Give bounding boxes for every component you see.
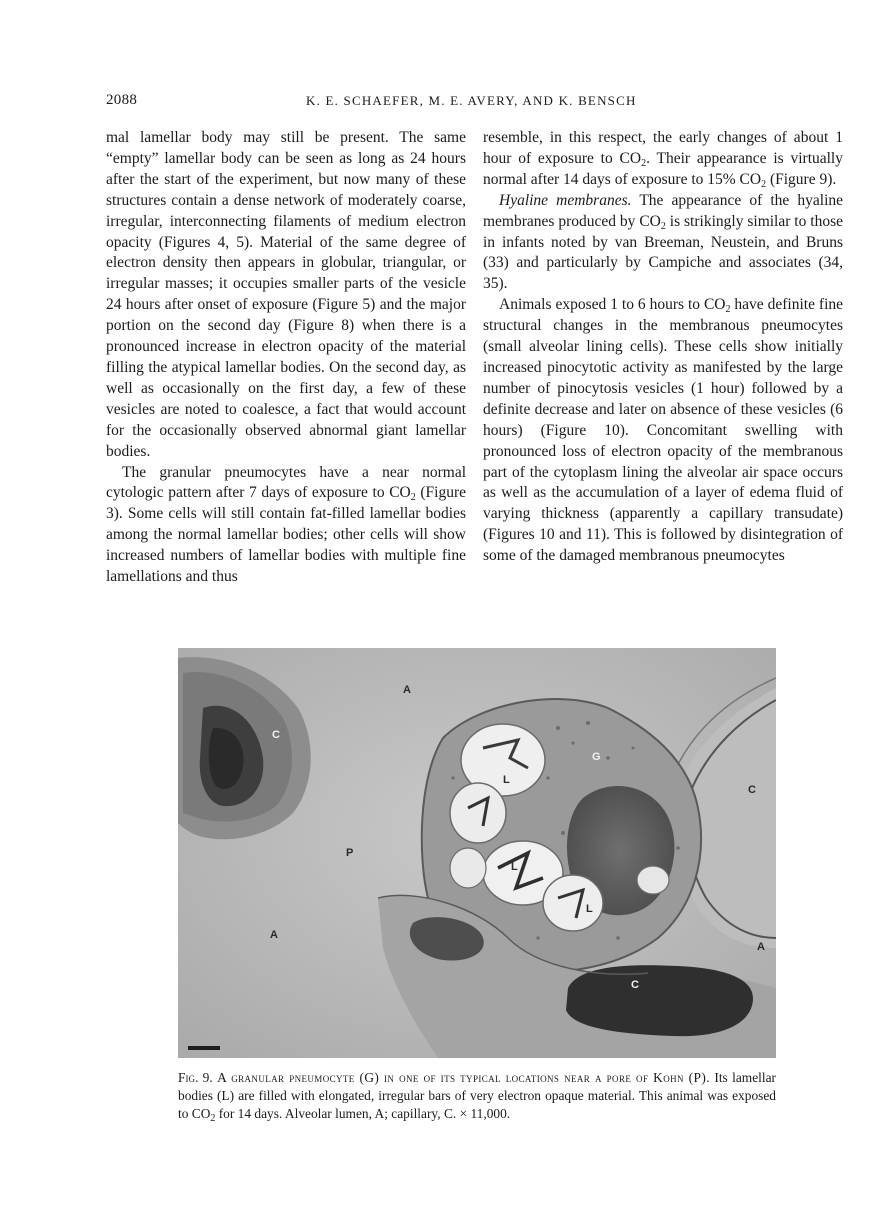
label-lamellar-body-3: L: [586, 903, 593, 915]
running-head-authors: K. E. SCHAEFER, M. E. AVERY, AND K. BENSCH: [306, 93, 637, 108]
label-pore-of-kohn: P: [346, 847, 354, 859]
right-paragraph-1: resemble, in this respect, the early changes of about 1 hour of exposure to $CO_2$. Their appearance is virtually normal after 14 days of exposure to 15% $CO_2$ (Figure 9).: [483, 129, 843, 190]
label-alveolar-lumen-right: A: [757, 941, 765, 953]
label-granular-pneumocyte: G: [592, 751, 601, 763]
caption-title: A granular pneumocyte (G) in one of its typical locations near a pore of Kohn (P).: [217, 1070, 710, 1085]
label-lamellar-body-2: L: [511, 861, 518, 873]
electron-micrograph-figure: [178, 648, 776, 1058]
label-capillary-right: C: [748, 784, 756, 796]
running-header: [106, 92, 774, 114]
label-alveolar-lumen-left: A: [270, 929, 278, 941]
caption-figure-number: Fig. 9.: [178, 1070, 213, 1085]
figure-caption: Fig. 9. A granular pneumocyte (G) in one of its typical locations near a pore of Kohn (P). Its lamellar bodies (L) are filled with elongated, irregular bars of very electron opaque material. This animal was exposed to $CO_2$ for 14 days. Alveolar lumen, A; capillary, C. × 11,000.: [178, 1070, 776, 1124]
label-lamellar-body-1: L: [503, 774, 510, 786]
right-paragraph-hyaline-membranes: Hyaline membranes. The appearance of the hyaline membranes produced by $CO_2$ is strikingly similar to those in infants noted by van Breeman, Neustein, and Bruns (33) and particularly by Campiche and associates (34, 35).: [483, 191, 844, 293]
left-text-column: [106, 128, 466, 588]
label-capillary-top-left: C: [272, 729, 280, 741]
section-heading-hyaline-membranes: Hyaline membranes.: [499, 191, 632, 209]
right-paragraph-3: Animals exposed 1 to 6 hours to $CO_2$ have definite fine structural changes in the membranous pneumocytes (small alveolar lining cells). These cells show initially increased pinocytotic activity as manifested by the large number of pinocytosis vesicles (1 hour) followed by a definite decrease and later on absence of these vesicles (6 hours) (Figure 10). Concomitant swelling with pronounced loss of electron opacity of the membranous part of the cytoplasm lining the alveolar air space occurs as well as the accumulation of a layer of edema fluid of varying thickness (apparently a capillary transudate) (Figures 10 and 11). This is followed by disintegration of some of the damaged membranous pneumocytes: [483, 296, 843, 565]
left-paragraph-2: The granular pneumocytes have a near normal cytologic pattern after 7 days of exposure to $CO_2$ (Figure 3). Some cells will still contain fat-filled lamellar bodies among the normal lamellar bodies; other cells will show increased numbers of lamellar bodies with multiple fine lamellations and thus: [106, 463, 466, 586]
label-alveolar-lumen-top: A: [403, 684, 411, 696]
page-number: 2088: [106, 92, 138, 108]
right-text-column: [483, 128, 843, 567]
caption-text: Its lamellar bodies (L) are filled with elongated, irregular bars of very electron opaque material. This animal was exposed to CO: [178, 1070, 776, 1121]
micrograph-illustration: [178, 648, 776, 1058]
left-paragraph-1: mal lamellar body may still be present. The same “empty” lamellar body can be seen as long as 24 hours after the start of the experiment, but now many of these structures contain a dense network of moderately coarse, irregular, interconnecting filaments of medium electron opacity (Figures 4, 5). Material of the same degree of electron density then appears in globular, triangular, or irregular masses; it occupies smaller parts of the vesicle 24 hours after onset of exposure (Figure 5) and the major portion on the second day (Figure 8) when there is a pronounced increase in electron opacity of the material filling the atypical lamellar bodies. On the second day, as well as occasionally on the first day, a few of these vesicles are noted to coalesce, a fact that would account for the occasionally observed abnormal giant lamellar bodies.: [106, 129, 466, 460]
label-capillary-bottom: C: [631, 979, 639, 991]
